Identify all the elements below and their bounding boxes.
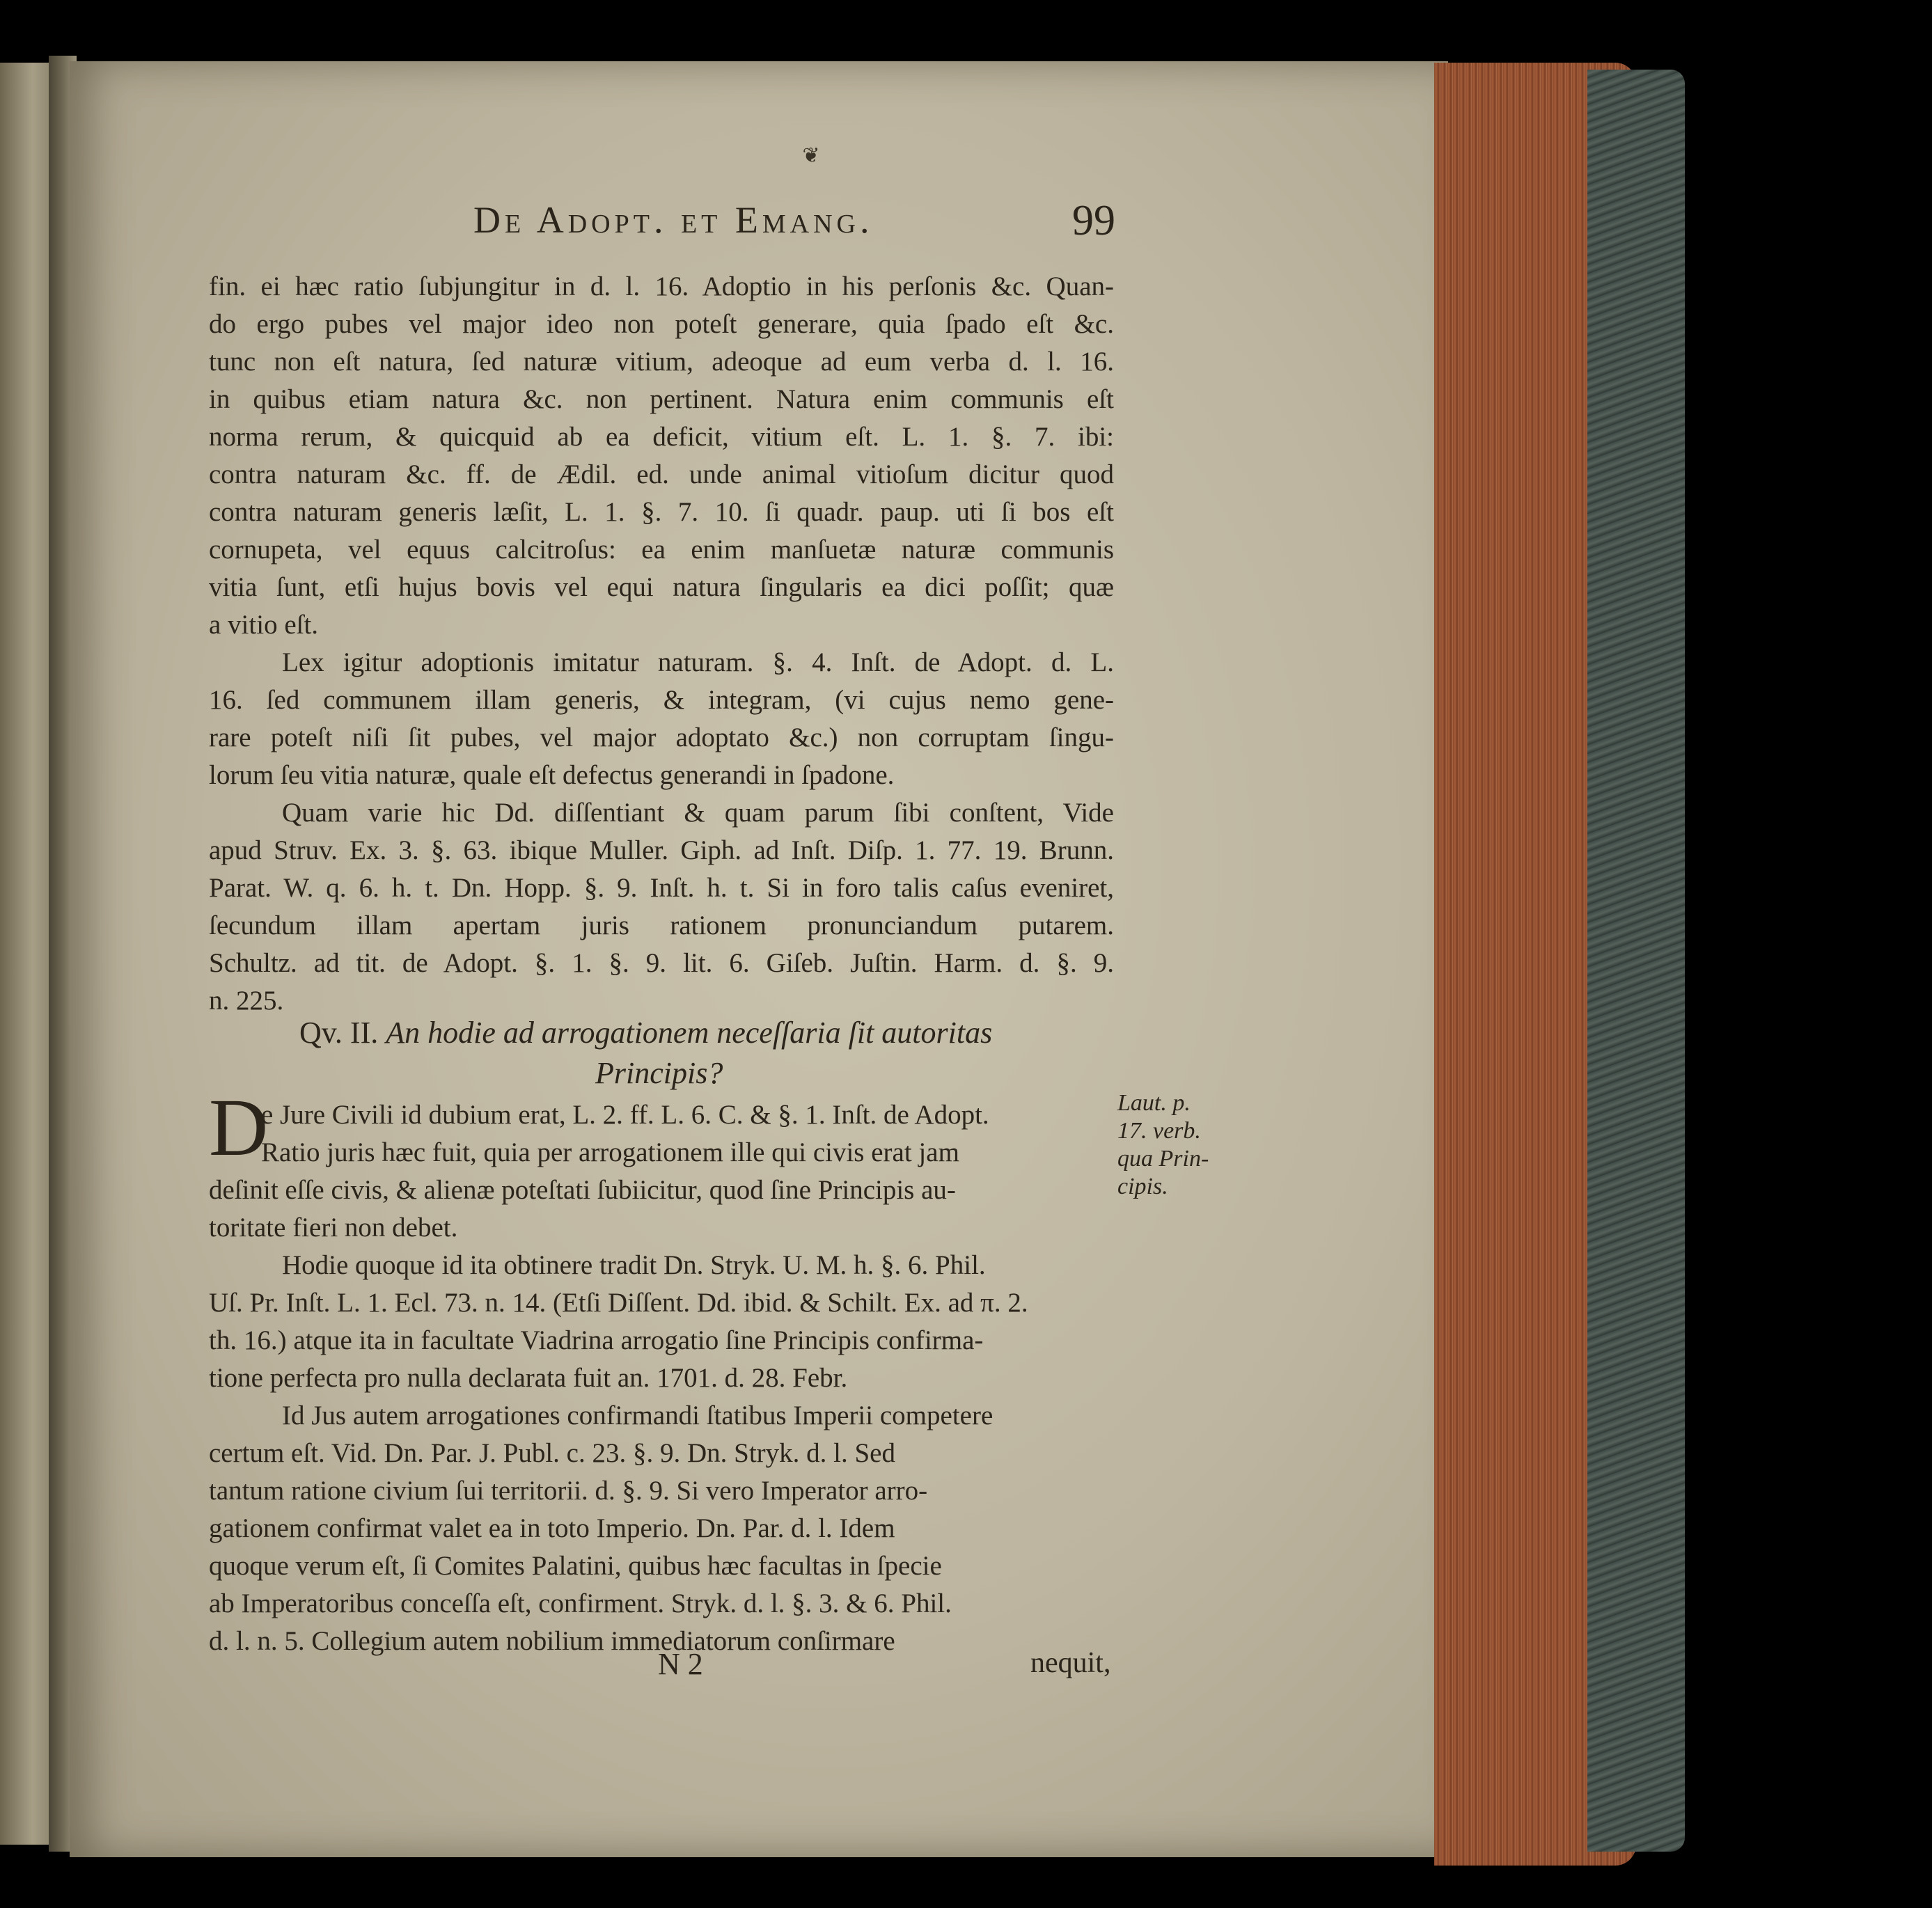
text-line: contra naturam generis læſit, L. 1. §. 7. 10. ſi quadr. paup. uti ſi bos eſt [209,497,1114,527]
question-heading [299,1013,1065,1094]
margin-note-line: cipis. [1117,1174,1168,1199]
text-line: a vitio eſt. [209,610,319,640]
body-text-lower [209,1096,1114,1660]
text-line: ab Imperatoribus conceſſa eſt, confirment. Stryk. d. l. §. 3. & 6. Phil. [209,1588,952,1618]
text-line: deſinit eſſe civis, & alienæ poteſtati ſubiicitur, quod ſine Principis au- [209,1175,956,1205]
text-line: Ratio juris hæc fuit, quia per arrogationem ille qui civis erat jam [261,1137,959,1167]
text-line: apud Struv. Ex. 3. §. 63. ibique Muller. Giph. ad Inſt. Diſp. 1. 77. 19. Brunn. [209,835,1114,865]
question-title-line2: Principis? [595,1056,723,1090]
text-line: n. 225. [209,986,284,1016]
body-text-upper [209,268,1114,1020]
text-line: Id Jus autem arrogationes confirmandi ſtatibus Imperii competere [282,1401,994,1430]
text-line: in quibus etiam natura &c. non pertinent. Natura enim communis eſt [209,384,1114,414]
book-cover-board [1587,70,1685,1852]
text-line: Hodie quoque id ita obtinere tradit Dn. Stryk. U. M. h. §. 6. Phil. [282,1250,986,1280]
text-line: e Jure Civili id dubium erat, L. 2. ff. L. 6. C. & §. 1. Inſt. de Adopt. [261,1100,989,1130]
text-line: rare poteſt niſi ſit pubes, vel major adoptato &c.) non corruptam ſingu- [209,723,1114,752]
drop-cap: D [209,1082,269,1173]
text-line: Uſ. Pr. Inſt. L. 1. Ecl. 73. n. 14. (Etſi Diſſent. Dd. ibid. & Schilt. Ex. ad π. 2. [209,1288,1028,1318]
margin-note-line: Laut. p. [1117,1090,1191,1116]
text-line: Parat. W. q. 6. h. t. Dn. Hopp. §. 9. Inſt. h. t. Si in foro talis caſus eveniret, [209,873,1114,903]
text-line: gationem confirmat valet ea in toto Imperio. Dn. Par. d. l. Idem [209,1513,895,1543]
text-line: tunc non eſt natura, ſed naturæ vitium, adeoque ad eum verba d. l. 16. [209,347,1114,377]
question-title-line1: An hodie ad arrogationem neceſſaria ſit autoritas [386,1016,993,1050]
text-line: Lex igitur adoptionis imitatur naturam. §. 4. Inſt. de Adopt. d. L. [282,647,1114,677]
text-line: ſecundum illam apertam juris rationem pronunciandum putarem. [209,910,1114,940]
text-line: norma rerum, & quicquid ab ea deficit, vitium eſt. L. 1. §. 7. ibi: [209,422,1114,452]
text-line: do ergo pubes vel major ideo non poteſt generare, quia ſpado eſt &c. [209,309,1114,339]
margin-note-line: 17. verb. [1117,1118,1201,1144]
left-page-edge [0,63,54,1845]
text-line: tione perfecta pro nulla declarata fuit an. 1701. d. 28. Febr. [209,1363,848,1393]
text-line: d. l. n. 5. Collegium autem nobilium immediatorum conſirmare [209,1626,895,1656]
text-line: Quam varie hic Dd. diſſentiant & quam parum ſibi conſtent, Vide [282,798,1114,828]
text-line: fin. ei hæc ratio ſubjungitur in d. l. 16. Adoptio in his perſonis &c. Quan- [209,271,1114,301]
text-line: quoque verum eſt, ſi Comites Palatini, quibus hæc facultas in ſpecie [209,1551,942,1581]
question-label: Qv. II. [299,1016,379,1050]
text-line: th. 16.) atque ita in facultate Viadrina arrogatio ſine Principis confirma- [209,1325,984,1355]
text-line: tantum ratione civium ſui territorii. d. §. 9. Si vero Imperator arro- [209,1476,928,1506]
page-number: 99 [1072,197,1115,244]
text-line: lorum ſeu vitia naturæ, quale eſt defectus generandi in ſpadone. [209,760,895,790]
text-line: contra naturam &c. ff. de Ædil. ed. unde animal vitioſum dicitur quod [209,459,1114,489]
signature-mark: N 2 [658,1647,703,1681]
text-line: certum eſt. Vid. Dn. Par. J. Publ. c. 23. §. 9. Dn. Stryk. d. l. Sed [209,1438,895,1468]
text-line: cornupeta, vel equus calcitroſus: ea enim manſuetæ naturæ communis [209,535,1114,565]
margin-note-line: qua Prin- [1117,1146,1209,1172]
text-line: 16. ſed communem illam generis, & integram, (vi cujus nemo gene- [209,685,1114,715]
catchword: nequit, [1030,1647,1111,1679]
text-line: vitia ſunt, etſi hujus bovis vel equi natura ſingularis ea dici poſſit; quæ [209,572,1114,602]
text-line: Schultz. ad tit. de Adopt. §. 1. §. 9. lit. 6. Giſeb. Juſtin. Harm. d. §. 9. [209,948,1114,978]
ornament-icon: ❦ [802,144,820,167]
text-line: toritate fieri non debet. [209,1213,458,1243]
running-head: De Adopt. et Emang. [473,199,874,241]
margin-note [1117,1089,1250,1201]
